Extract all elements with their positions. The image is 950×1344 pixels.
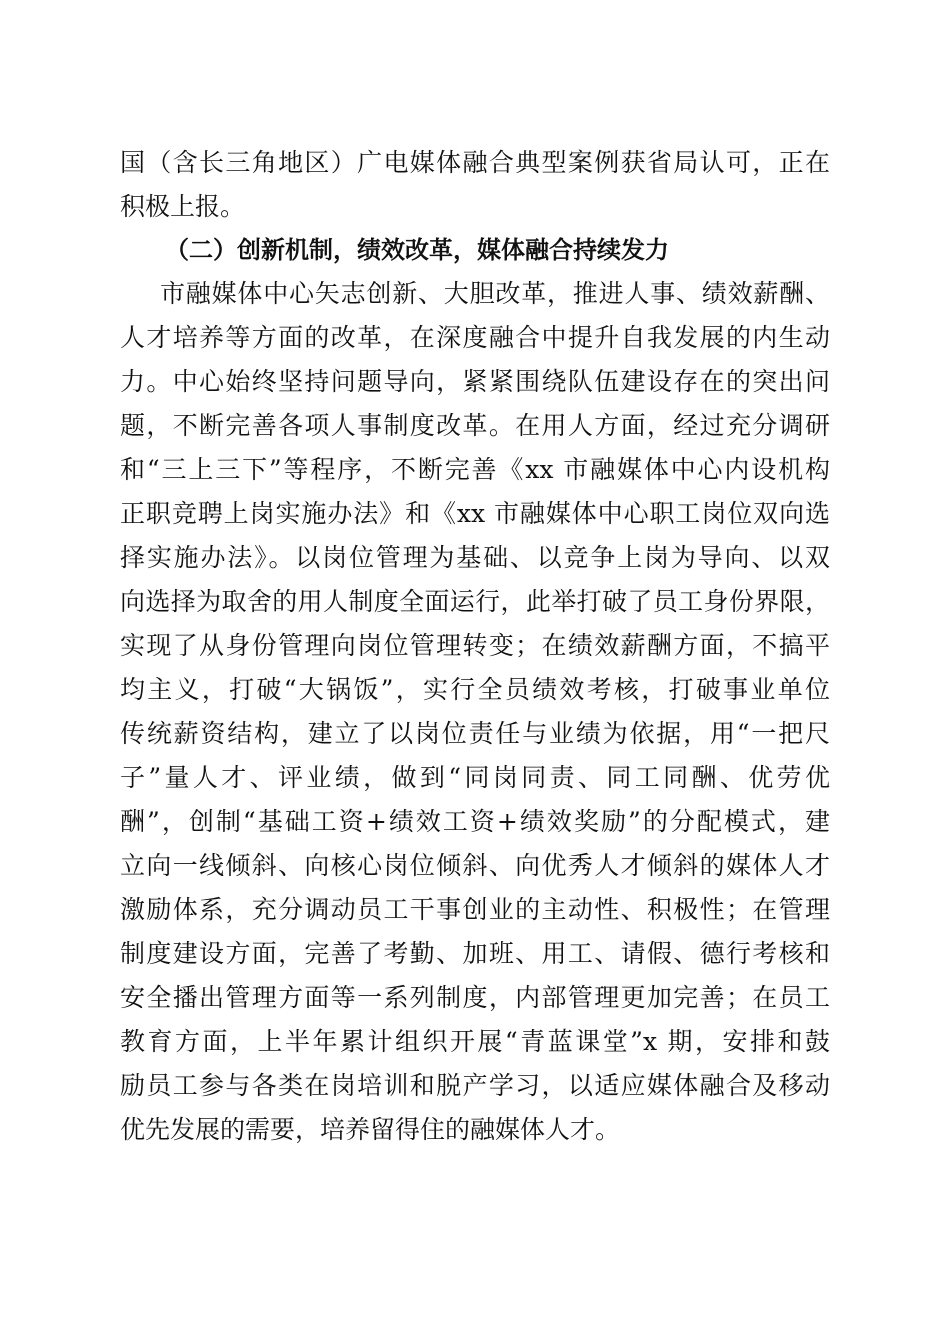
text-line: 子”量人才、评业绩，做到“同岗同责、同工同酬、优劳优 [120, 763, 830, 792]
text-line: 安全播出管理方面等一系列制度，内部管理更加完善；在员工 [120, 983, 830, 1012]
text-line: 教育方面，上半年累计组织开展“青蓝课堂”x 期，安排和鼓 [120, 1027, 830, 1056]
text-line: 酬”，创制“基础工资+绩效工资+绩效奖励”的分配模式，建 [120, 807, 830, 836]
text-line: 正职竞聘上岗实施办法》和《xx 市融媒体中心职工岗位双向选 [120, 499, 830, 528]
text-line: 市融媒体中心矢志创新、大胆改革，推进人事、绩效薪酬、 [160, 279, 830, 308]
text-line: 均主义，打破“大锅饭”，实行全员绩效考核，打破事业单位 [120, 675, 830, 704]
text-line: 励员工参与各类在岗培训和脱产学习，以适应媒体融合及移动 [120, 1071, 830, 1100]
text-line: 实现了从身份管理向岗位管理转变；在绩效薪酬方面，不搞平 [120, 631, 830, 660]
text-line: 优先发展的需要，培养留得住的融媒体人才。 [120, 1115, 621, 1144]
text-line: 激励体系，充分调动员工干事创业的主动性、积极性；在管理 [120, 895, 830, 924]
text-line: 和“三上三下”等程序，不断完善《xx 市融媒体中心内设机构 [120, 455, 830, 484]
text-line: 国（含长三角地区）广电媒体融合典型案例获省局认可，正在 [120, 148, 830, 177]
text-line: 力。中心始终坚持问题导向，紧紧围绕队伍建设存在的突出问 [120, 367, 830, 396]
section-heading: （二）创新机制，绩效改革，媒体融合持续发力 [165, 236, 669, 264]
text-line: 向选择为取舍的用人制度全面运行，此举打破了员工身份界限， [120, 587, 830, 616]
text-line: 题，不断完善各项人事制度改革。在用人方面，经过充分调研 [120, 411, 830, 440]
text-line: 制度建设方面，完善了考勤、加班、用工、请假、德行考核和 [120, 939, 830, 968]
text-line: 积极上报。 [120, 192, 246, 221]
text-line: 立向一线倾斜、向核心岗位倾斜、向优秀人才倾斜的媒体人才 [120, 851, 830, 880]
text-line: 人才培养等方面的改革，在深度融合中提升自我发展的内生动 [120, 323, 830, 352]
text-line: 传统薪资结构，建立了以岗位责任与业绩为依据，用“一把尺 [120, 719, 830, 748]
text-line: 择实施办法》。以岗位管理为基础、以竞争上岗为导向、以双 [120, 543, 830, 572]
